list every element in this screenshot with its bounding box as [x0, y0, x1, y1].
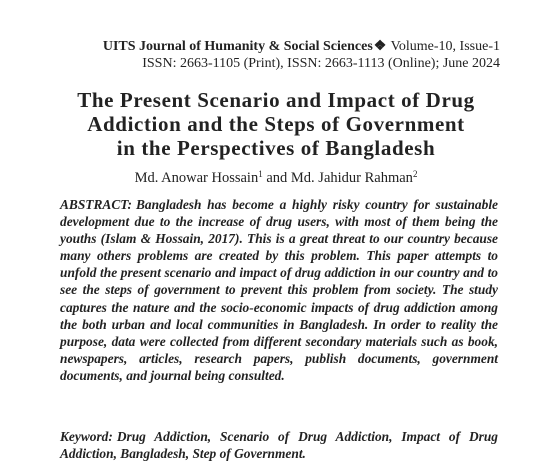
title-line-3: in the Perspectives of Bangladesh: [116, 136, 436, 160]
diamond-separator-icon: ❖: [373, 39, 387, 54]
volume-issue: Volume-10, Issue-1: [390, 39, 500, 54]
abstract-text: Bangladesh has become a highly risky country for sustainable development due to the increase of drug users, with most of them being the youths (Islam & Hossain, 2017). This is a great threat to our country because many others problems are created by this problem. This paper attempts to unfold the present scenario and impact of drug addiction in our country and to see the steps of government to prevent this problem from society. The study captures the nature and the socio-economic impacts of drug addiction among the both urban and local communities in Bangladesh. In order to reality the purpose, data were collected from different secondary materials such as book, newspapers, articles, research papers, publish documents, government documents, and journal being consulted.: [60, 197, 498, 383]
author-1-affiliation-marker: 1: [258, 169, 263, 179]
author-2-affiliation-marker: 2: [412, 169, 418, 179]
journal-header-line-1: [103, 38, 500, 55]
author-line: [0, 170, 552, 187]
author-1-name: Md. Anowar Hossain: [134, 170, 259, 186]
abstract-label: ABSTRACT:: [60, 197, 132, 212]
journal-name: UITS Journal of Humanity & Social Sciences: [102, 39, 373, 54]
journal-header: [103, 38, 500, 72]
paper-title: [40, 88, 512, 160]
abstract: [60, 196, 498, 384]
issn-line: ISSN: 2663-1105 (Print), ISSN: 2663-1113 (Online); June 2024: [142, 56, 500, 71]
author-conjunction: and: [262, 170, 291, 186]
keywords-text: Drug Addiction, Scenario of Drug Addiction, Impact of Drug Addiction, Bangladesh, Step of Government.: [60, 429, 498, 462]
title-line-1: The Present Scenario and Impact of Drug: [77, 88, 475, 112]
author-2-name: Md. Jahidur Rahman: [290, 170, 413, 186]
title-line-2: Addiction and the Steps of Government: [87, 112, 465, 136]
keywords-label: Keyword:: [60, 429, 113, 444]
keywords: [60, 428, 498, 462]
